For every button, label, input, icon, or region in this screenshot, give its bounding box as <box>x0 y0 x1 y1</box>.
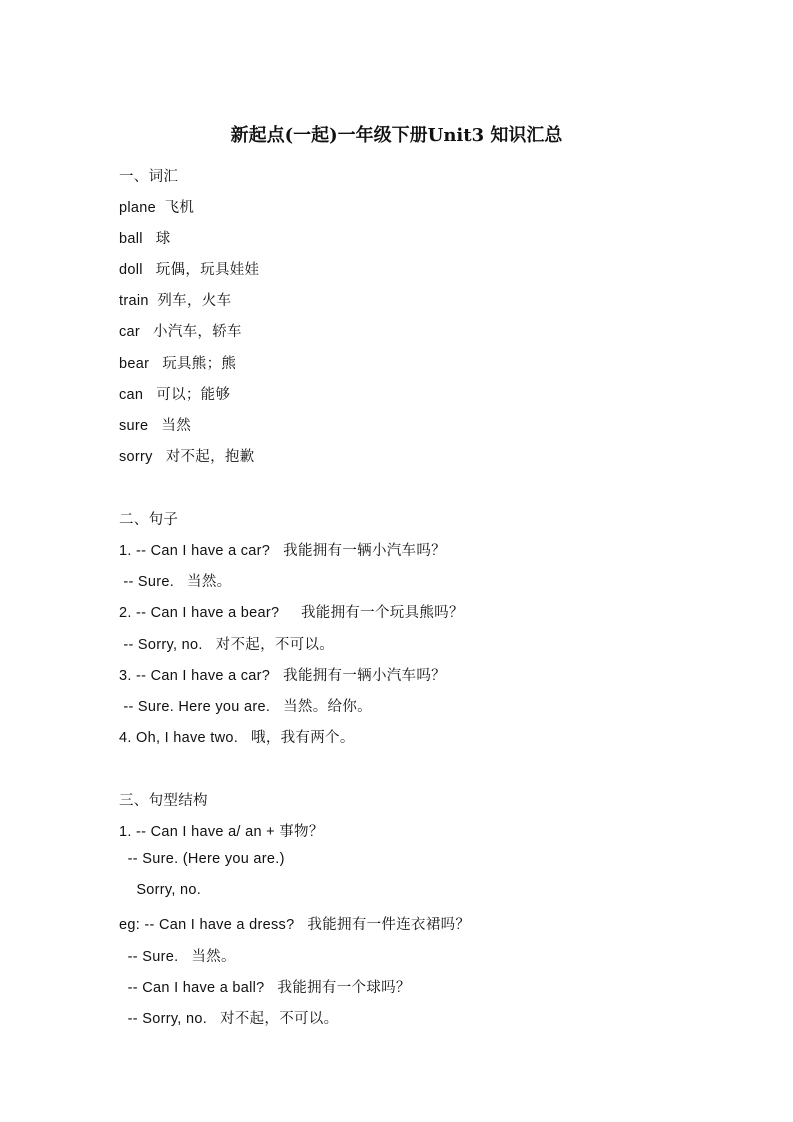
sentence-line: 4. Oh, I have two. 哦，我有两个。 <box>119 730 355 746</box>
vocab-item: ball 球 <box>119 231 171 247</box>
pattern-line: Sorry, no. <box>119 882 202 898</box>
vocab-item: plane 飞机 <box>119 200 195 216</box>
section-heading-vocabulary: 一、词汇 <box>119 169 179 185</box>
vocab-item: doll 玩偶，玩具娃娃 <box>119 262 260 278</box>
pattern-line: eg: -- Can I have a dress? 我能拥有一件连衣裙吗？ <box>119 917 471 933</box>
vocab-item: train 列车，火车 <box>119 293 232 309</box>
pattern-line: -- Sure. 当然。 <box>119 949 236 965</box>
sentence-line: 1. -- Can I have a car? 我能拥有一辆小汽车吗？ <box>119 543 446 559</box>
vocab-item: sorry 对不起，抱歉 <box>119 449 255 465</box>
document-title: 新起点(一起)一年级下册Unit3 知识汇总 <box>230 125 563 146</box>
pattern-line: 1. -- Can I have a/ an + 事物？ <box>119 824 324 840</box>
vocab-item: car 小汽车，轿车 <box>119 324 242 340</box>
section-heading-sentences: 二、句子 <box>119 512 179 528</box>
sentence-line: -- Sure. 当然。 <box>119 574 232 590</box>
pattern-line: -- Can I have a ball? 我能拥有一个球吗？ <box>119 980 411 996</box>
sentence-line: -- Sure. Here you are. 当然。给你。 <box>119 699 372 715</box>
sentence-line: -- Sorry, no. 对不起，不可以。 <box>119 637 335 653</box>
section-heading-patterns: 三、句型结构 <box>119 793 208 809</box>
vocab-item: sure 当然 <box>119 418 191 434</box>
pattern-line: -- Sorry, no. 对不起，不可以。 <box>119 1011 339 1027</box>
vocab-item: can 可以；能够 <box>119 387 231 403</box>
vocab-item: bear 玩具熊；熊 <box>119 356 237 372</box>
sentence-line: 3. -- Can I have a car? 我能拥有一辆小汽车吗？ <box>119 668 446 684</box>
sentence-line: 2. -- Can I have a bear? 我能拥有一个玩具熊吗？ <box>119 605 464 621</box>
pattern-line: -- Sure. (Here you are.) <box>119 851 285 867</box>
